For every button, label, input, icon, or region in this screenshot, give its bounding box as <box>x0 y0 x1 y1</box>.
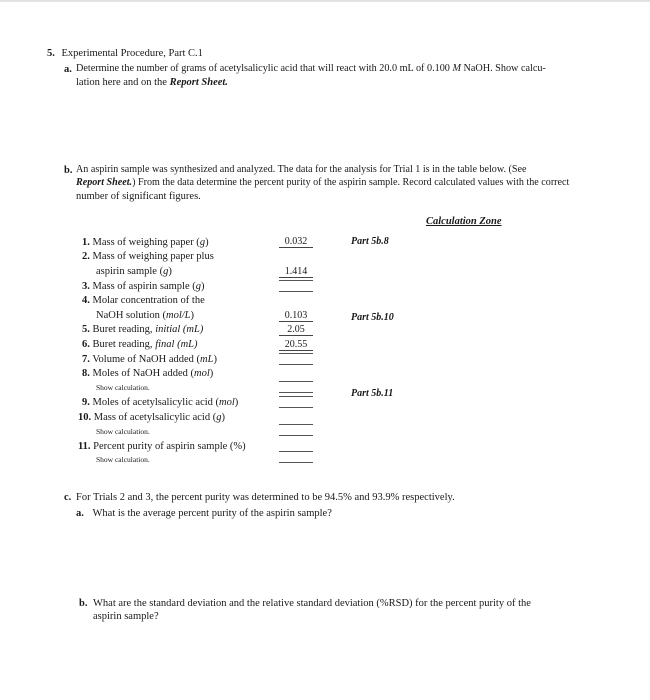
blank-moles-naoh[interactable] <box>279 381 313 393</box>
item-5: 5. Buret reading, initial (mL) <box>82 324 204 335</box>
part-ref-5b8: Part 5b.8 <box>351 236 389 247</box>
blank-mass-acetylsalicylic[interactable] <box>279 424 313 436</box>
value-paper-plus-aspirin[interactable]: 1.414 <box>279 266 313 278</box>
blank-moles-acetylsalicylic[interactable] <box>279 396 313 408</box>
item-2: 2. Mass of weighing paper plus <box>82 251 214 262</box>
part-ref-5b11: Part 5b.11 <box>351 388 394 399</box>
part-c-b-line2: aspirin sample? <box>93 611 159 622</box>
value-buret-initial[interactable]: 2.05 <box>279 324 313 336</box>
top-border <box>0 0 650 2</box>
question-number: 5. <box>47 48 55 59</box>
part-c-b-line1: What are the standard deviation and the relative standard deviation (%RSD) for the percent purity of the <box>93 598 531 609</box>
part-a-line1: Determine the number of grams of acetylsalicylic acid that will react with 20.0 mL of 0.100 M NaOH. Show calcu- <box>76 63 546 74</box>
blank-volume-naoh[interactable] <box>279 353 313 365</box>
item-10: 10. Mass of acetylsalicylic acid (g) <box>78 412 225 423</box>
part-b-letter: b. <box>64 165 73 176</box>
blank-percent-purity[interactable] <box>279 451 313 463</box>
part-b-line2: Report Sheet.) From the data determine the percent purity of the aspirin sample. Record calculated values with the correct <box>76 177 570 188</box>
item-6: 6. Buret reading, final (mL) <box>82 339 198 350</box>
item-4: 4. Molar concentration of the <box>82 295 205 306</box>
question-title: Experimental Procedure, Part C.1 <box>61 48 203 59</box>
item-8-show-calculation: Show calculation. <box>96 383 150 392</box>
part-c-text: For Trials 2 and 3, the percent purity was determined to be 94.5% and 93.9% respectively. <box>76 492 455 503</box>
part-a-letter: a. <box>64 64 72 75</box>
question-header <box>47 47 203 60</box>
part-ref-5b10: Part 5b.10 <box>351 312 394 323</box>
blank-aspirin-mass[interactable] <box>279 280 313 292</box>
item-9: 9. Moles of acetylsalicylic acid (mol) <box>82 397 239 408</box>
item-11: 11. Percent purity of aspirin sample (%) <box>78 441 246 452</box>
item-3: 3. Mass of aspirin sample (g) <box>82 281 205 292</box>
part-b-line1: An aspirin sample was synthesized and analyzed. The data for the analysis for Trial 1 is in the table below. (See <box>76 164 527 175</box>
item-8: 8. Moles of NaOH added (mol) <box>82 368 214 379</box>
item-7: 7. Volume of NaOH added (mL) <box>82 354 217 365</box>
part-c-b-letter: b. <box>79 598 88 609</box>
calculation-zone-heading: Calculation Zone <box>426 216 502 227</box>
item-4-cont: NaOH solution (mol/L) <box>96 310 195 321</box>
item-1: 1. Mass of weighing paper (g) <box>82 237 209 248</box>
item-2-cont: aspirin sample (g) <box>96 266 172 277</box>
part-c-letter: c. <box>64 492 72 503</box>
part-b-line3: number of significant figures. <box>76 191 201 202</box>
item-10-show-calculation: Show calculation. <box>96 427 150 436</box>
value-buret-final[interactable]: 20.55 <box>279 339 313 351</box>
value-weighing-paper[interactable]: 0.032 <box>279 236 313 248</box>
item-11-show-calculation: Show calculation. <box>96 455 150 464</box>
part-a-line2: lation here and on the Report Sheet. <box>76 77 228 88</box>
value-naoh-concentration[interactable]: 0.103 <box>279 310 313 322</box>
part-c-a: a. What is the average percent purity of the aspirin sample? <box>76 508 332 519</box>
